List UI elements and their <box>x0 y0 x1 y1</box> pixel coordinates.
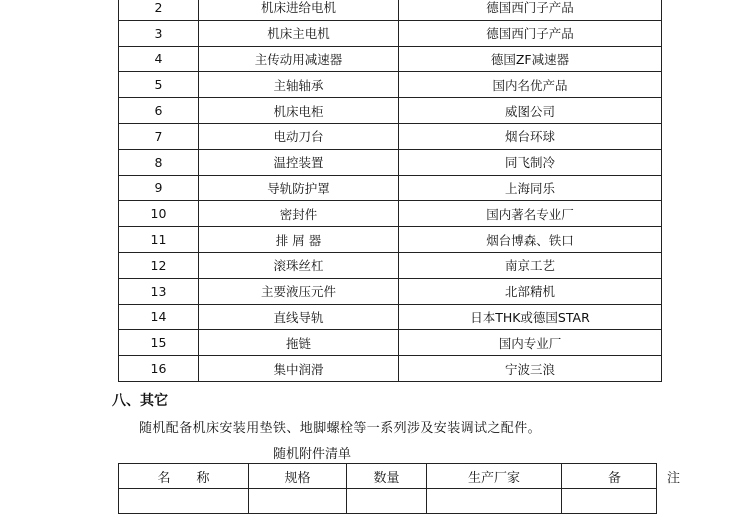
row-number: 14 <box>119 304 199 330</box>
part-name: 机床主电机 <box>199 20 399 46</box>
table-row <box>119 304 662 330</box>
header-name: 名称 <box>119 464 249 489</box>
row-number: 12 <box>119 252 199 278</box>
row-number: 4 <box>119 46 199 72</box>
row-number: 8 <box>119 149 199 175</box>
part-source: 德国ZF减速器 <box>399 46 662 72</box>
part-source: 国内著名专业厂 <box>399 201 662 227</box>
part-name: 集中润滑 <box>199 356 399 382</box>
part-name: 导轨防护罩 <box>199 175 399 201</box>
table-row <box>119 72 662 98</box>
part-name: 滚珠丝杠 <box>199 252 399 278</box>
part-name: 机床进给电机 <box>199 0 399 20</box>
table-row <box>119 252 662 278</box>
part-source: 宁波三浪 <box>399 356 662 382</box>
table-row <box>119 123 662 149</box>
table-row <box>119 330 662 356</box>
table-row <box>119 46 662 72</box>
attachment-header-row <box>119 464 657 489</box>
part-source: 烟台博森、铁口 <box>399 227 662 253</box>
row-number: 15 <box>119 330 199 356</box>
part-name: 机床电柜 <box>199 98 399 124</box>
part-name: 拖链 <box>199 330 399 356</box>
row-number: 10 <box>119 201 199 227</box>
table-row <box>119 356 662 382</box>
attachment-list-table <box>118 463 727 514</box>
part-source: 同飞制冷 <box>399 149 662 175</box>
header-maker: 生产厂家 <box>427 464 562 489</box>
table-row <box>119 227 662 253</box>
part-name: 电动刀台 <box>199 123 399 149</box>
row-number: 6 <box>119 98 199 124</box>
part-source: 国内名优产品 <box>399 72 662 98</box>
header-note: 备注 <box>562 464 657 489</box>
parts-source-table <box>118 0 662 382</box>
part-name: 排 屑 器 <box>199 227 399 253</box>
table-row <box>119 175 662 201</box>
row-number: 11 <box>119 227 199 253</box>
header-spec: 规格 <box>249 464 347 489</box>
part-name: 直线导轨 <box>199 304 399 330</box>
part-name: 密封件 <box>199 201 399 227</box>
table-row <box>119 149 662 175</box>
row-number: 7 <box>119 123 199 149</box>
part-name: 主轴轴承 <box>199 72 399 98</box>
row-number: 2 <box>119 0 199 20</box>
section-heading: 八、其它 <box>112 393 168 409</box>
table-row <box>119 278 662 304</box>
row-number: 5 <box>119 72 199 98</box>
part-name: 主要液压元件 <box>199 278 399 304</box>
part-source: 国内专业厂 <box>399 330 662 356</box>
table-row <box>119 0 662 20</box>
part-source: 南京工艺 <box>399 252 662 278</box>
header-qty: 数量 <box>347 464 427 489</box>
part-source: 烟台环球 <box>399 123 662 149</box>
row-number: 3 <box>119 20 199 46</box>
part-source: 日本THK或德国STAR <box>399 304 662 330</box>
part-source: 德国西门子产品 <box>399 0 662 20</box>
attachment-empty-row <box>119 489 657 514</box>
row-number: 16 <box>119 356 199 382</box>
part-name: 主传动用减速器 <box>199 46 399 72</box>
row-number: 13 <box>119 278 199 304</box>
part-source: 北部精机 <box>399 278 662 304</box>
part-name: 温控装置 <box>199 149 399 175</box>
part-source: 德国西门子产品 <box>399 20 662 46</box>
table-row <box>119 98 662 124</box>
section-paragraph: 随机配备机床安装用垫铁、地脚螺栓等一系列涉及安装调试之配件。 <box>139 421 542 436</box>
part-source: 上海同乐 <box>399 175 662 201</box>
attachment-list-caption: 随机附件清单 <box>273 447 352 462</box>
parts-table-body <box>119 0 662 381</box>
table-row <box>119 20 662 46</box>
part-source: 威图公司 <box>399 98 662 124</box>
table-row <box>119 201 662 227</box>
row-number: 9 <box>119 175 199 201</box>
